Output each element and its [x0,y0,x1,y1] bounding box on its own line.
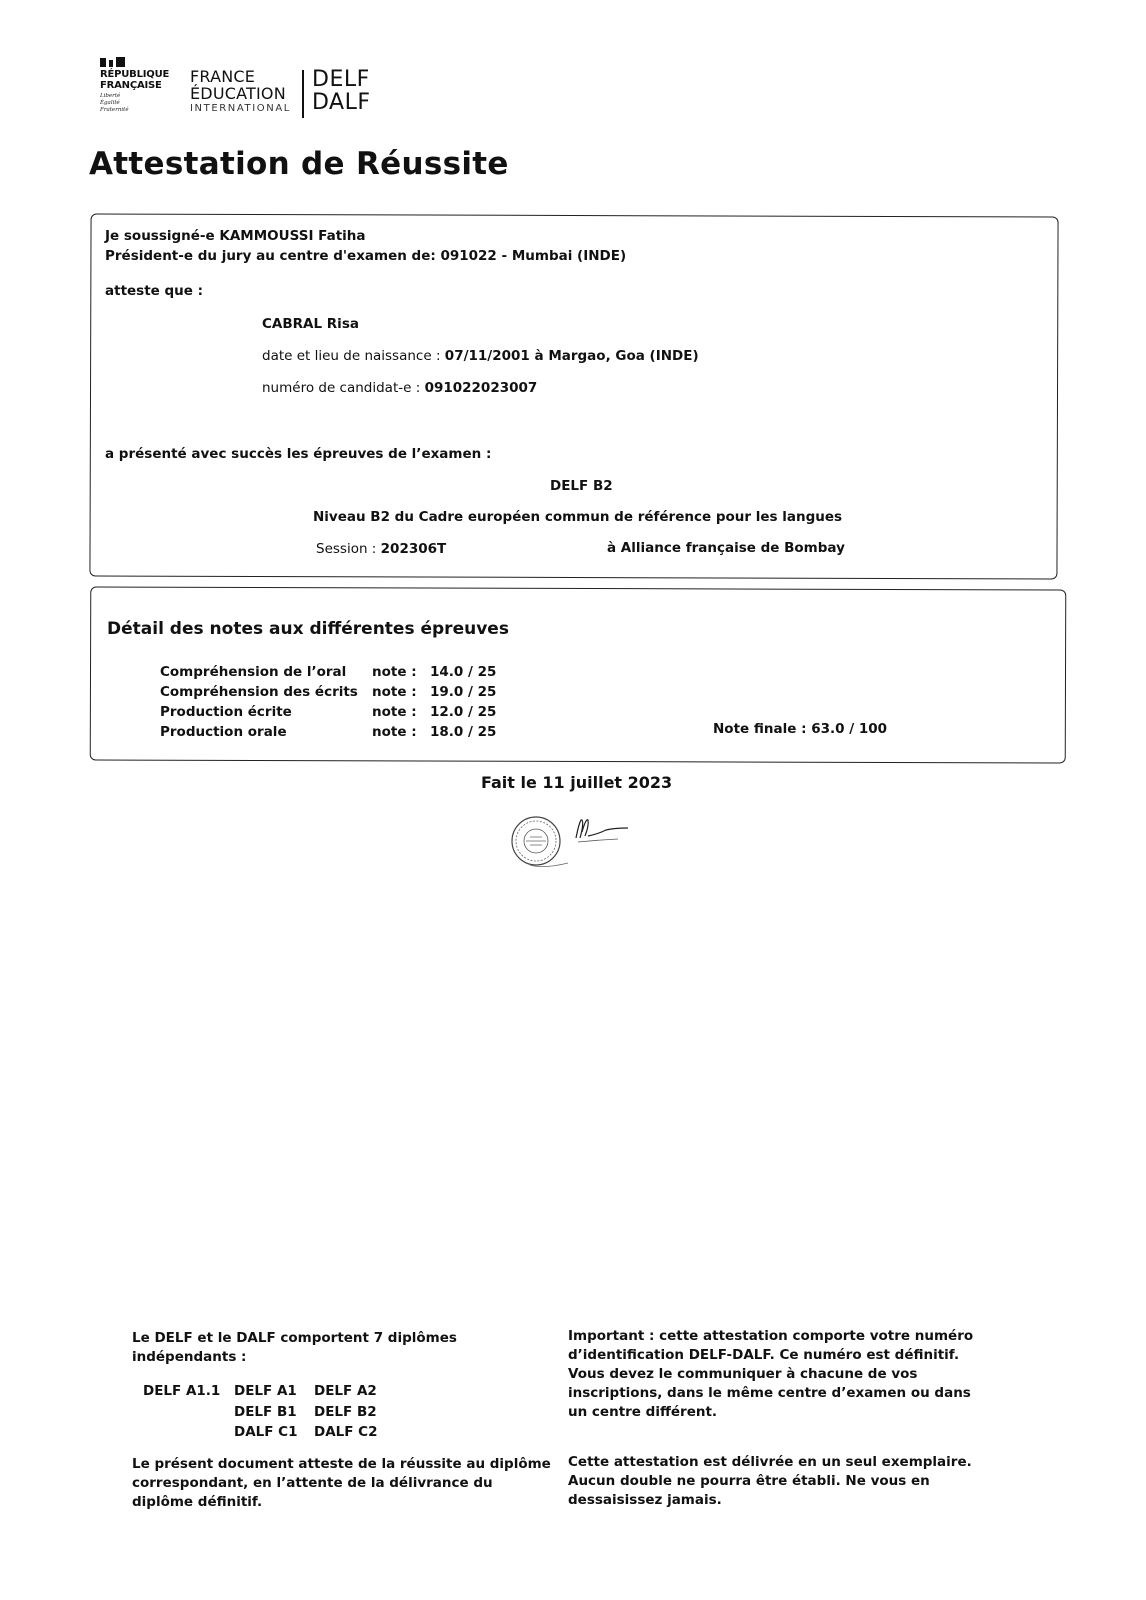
republique-francaise-logo [100,55,170,114]
birth-value: 07/11/2001 à Margao, Goa (INDE) [444,348,699,364]
logo-divider [302,70,304,118]
score-row: Compréhension des écrits note : 19.0 / 25 [160,684,497,700]
footer-intro: Le DELF et le DALF comportent 7 diplômes indépendants : [132,1330,457,1365]
score-row: Compréhension de l’oral note : 14.0 / 25 [160,664,497,680]
candidate-number-label: numéro de candidat-e : [262,380,421,396]
candidate-number-line [262,380,537,396]
scores-heading: Détail des notes aux différentes épreuves [107,619,509,639]
diploma-list [143,1383,394,1445]
exam-name: DELF B2 [550,478,613,494]
candidate-name: CABRAL Risa [262,316,359,332]
date-line: Fait le 11 juillet 2023 [481,773,673,792]
france-education-international-logo: FRANCE ÉDUCATION INTERNATIONAL [190,67,291,114]
delf-dalf-logo: DELF DALF [312,67,371,115]
list-item: DELF B1 DELF B2 [234,1403,377,1420]
marianne-icon [100,55,170,67]
session-value: 202306T [380,541,447,557]
birth-line [262,348,699,364]
birth-label: date et lieu de naissance : [262,348,441,364]
scores-table [160,662,510,742]
footer-important: Important : cette attestation comporte votre numéro d’identification DELF-DALF. Ce numéro est définitif. Vous devez le communiquer à chacune de vos inscriptions, dans le même centre d’examen ou dans un centre différent. [568,1328,974,1420]
session-line [316,541,446,557]
footer-right-note: Cette attestation est délivrée en un seul exemplaire. Aucun double ne pourra être établi. Ne vous en dessaisissez jamais. [568,1454,972,1508]
signatory-line: Je soussigné-e KAMMOUSSI Fatiha [105,228,366,244]
page-title: Attestation de Réussite [89,146,509,182]
candidate-number-value: 091022023007 [424,380,538,396]
final-score: Note finale : 63.0 / 100 [713,721,888,737]
session-label: Session : [316,541,377,557]
stamp-icon [510,815,570,871]
list-item: DELF A1.1 DELF A1 DELF A2 [143,1383,377,1399]
presented-line: a présenté avec succès les épreuves de l’examen : [105,446,492,462]
exam-center: à Alliance française de Bombay [607,540,845,556]
score-row: Production écrite note : 12.0 / 25 [160,704,497,720]
signature-icon [568,812,648,852]
motto: Liberté Égalité Fraternité [100,93,129,113]
atteste-line: atteste que : [105,283,204,299]
president-line: Président-e du jury au centre d'examen de: 091022 - Mumbai (INDE) [105,248,627,264]
score-row: Production orale note : 18.0 / 25 [160,724,497,740]
list-item: DALF C1 DALF C2 [234,1424,378,1440]
exam-level: Niveau B2 du Cadre européen commun de référence pour les langues [313,509,843,525]
footer-left-note: Le présent document atteste de la réussite au diplôme correspondant, en l’attente de la délivrance du diplôme définitif. [132,1456,551,1510]
republique-label: RÉPUBLIQUE [100,69,170,80]
francaise-label: FRANÇAISE [100,80,162,91]
